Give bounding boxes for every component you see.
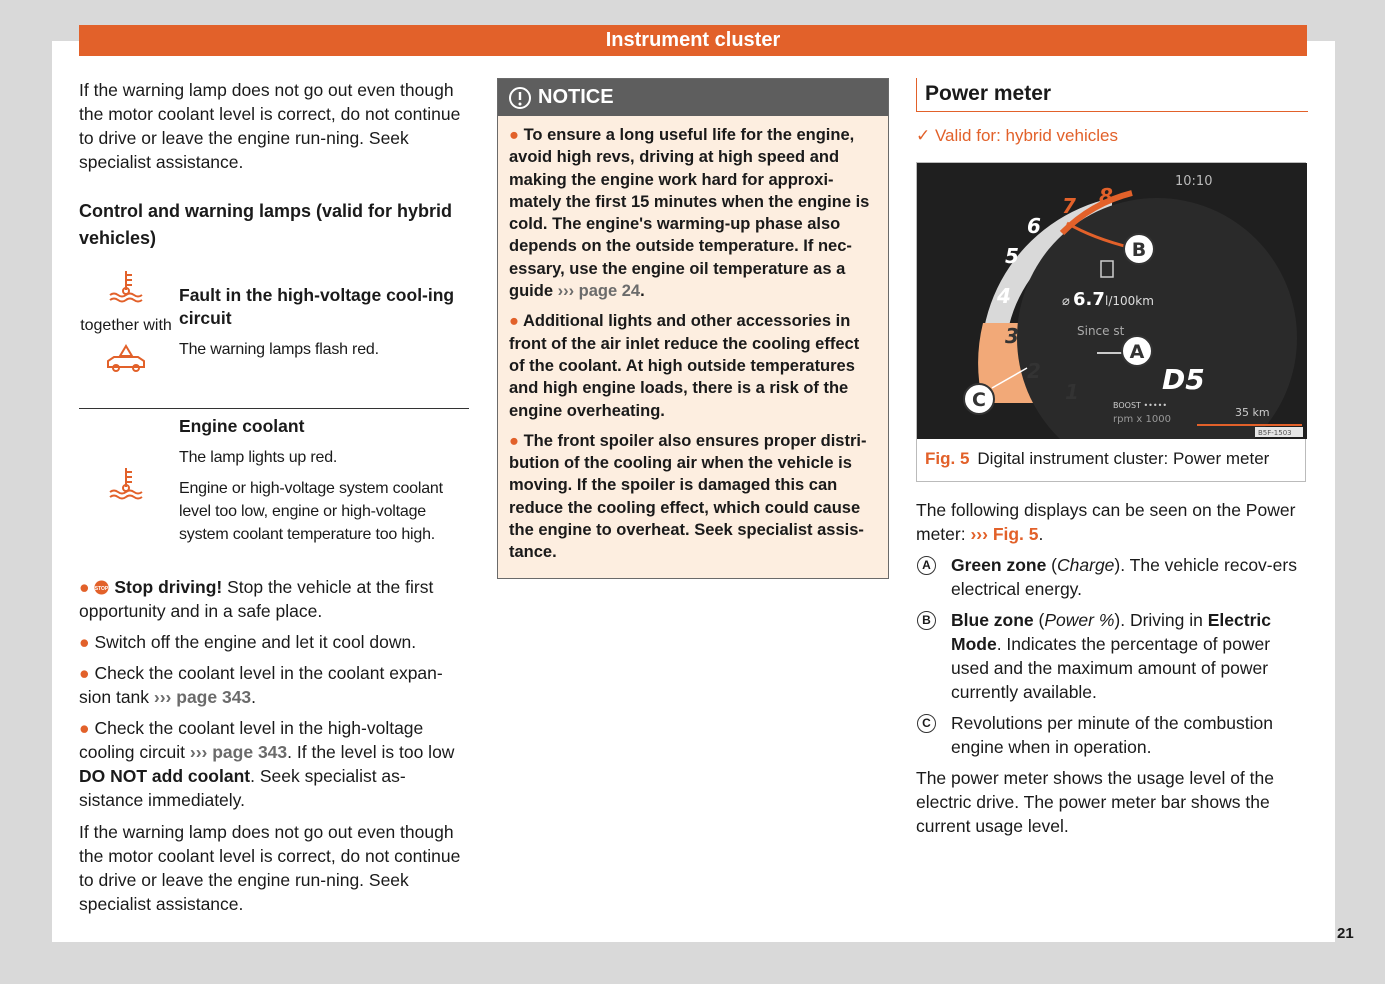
legend-item-a: A Green zone (Charge). The vehicle recov-ers electrical energy. [916, 553, 1308, 601]
svg-text:B: B [1131, 239, 1147, 261]
section-header: Instrument cluster [79, 25, 1307, 56]
together-with-label: together with [80, 317, 172, 334]
bullet-check-hv-circuit: ● Check the coolant level in the high-voltage cooling circuit ››› page 343. If the level is too low DO NOT add coolant. Seek specialist as-sistance immediately. [79, 718, 455, 810]
gauge-number: 3 [1005, 324, 1019, 348]
warning-title-cooling-circuit: Fault in the high-voltage cool-ing circuit [179, 285, 455, 328]
gauge-number: 2 [1027, 359, 1041, 383]
bullet-switch-off: ● Switch off the engine and let it cool down. [79, 632, 417, 652]
svg-text:A: A [1129, 341, 1145, 363]
column-left [79, 78, 469, 940]
coolant-temperature-icon [106, 465, 146, 501]
lamps-heading: Control and warning lamps (valid for hybrid vehicles) [79, 201, 453, 248]
outro-paragraph: If the warning lamp does not go out even though the motor coolant level is correct, do not continue to drive or leave the engine run-ning. Seek specialist assistance. [79, 822, 461, 914]
svg-text:⌀: ⌀ [1062, 294, 1070, 309]
bullet-stop-driving: ● STOP Stop driving! Stop the vehicle at the first opportunity and in a safe place. [79, 577, 434, 621]
drive-mode: D5 [1162, 363, 1205, 396]
warning-row-cooling-circuit [79, 266, 469, 409]
power-meter-intro: The following displays can be seen on the Power meter: ››› Fig. 5. [916, 500, 1296, 544]
exclamation-icon [508, 86, 532, 110]
gauge-number: 6 [1027, 214, 1041, 238]
warning-lamp-table [79, 266, 469, 561]
power-meter-outro: The power meter shows the usage level of the electric drive. The power meter bar shows the current usage level. [916, 768, 1274, 836]
callout-b [1124, 234, 1154, 264]
page-link[interactable]: ››› page 24 [557, 282, 641, 301]
stop-icon [94, 580, 109, 595]
bullet-check-tank: ● Check the coolant level in the coolant expan-sion tank ››› page 343. [79, 663, 443, 707]
instrument-cluster-image [917, 163, 1307, 439]
page-number: 21 [1337, 925, 1354, 942]
notice-title: NOTICE [538, 86, 614, 108]
warning-desc-coolant-level: Engine or high-voltage system coolant level too low, engine or high-voltage system coolant temperature too high. [179, 480, 443, 543]
notice-item-spoiler: ● The front spoiler also ensures proper distri-bution of the cooling air when the vehicle is moving. If the spoiler is damaged this can reduce the cooling effect, which could cause the engine to overheat. Seek specialist assis-tance. [509, 431, 867, 562]
figure-caption: Digital instrument cluster: Power meter [977, 449, 1270, 468]
page-link[interactable]: ››› page 343 [189, 742, 288, 762]
range-value: 35 km [1235, 406, 1270, 419]
svg-text:STOP: STOP [95, 586, 109, 592]
notice-box [497, 78, 889, 579]
gauge-number: 7 [1062, 194, 1076, 218]
warning-row-engine-coolant [79, 409, 469, 561]
figure-number: Fig. 5 [925, 449, 970, 468]
column-middle [497, 78, 889, 579]
page-link[interactable]: ››› page 343 [153, 687, 252, 707]
power-meter-title: Power meter [916, 78, 1308, 112]
vehicle-warning-icon [102, 343, 150, 375]
notice-item-engine-life: ● To ensure a long useful life for the engine, avoid high revs, driving at high speed and making the engine work hard for approxi-mately the first 15 minutes when the engine is cold. The engine's warming-up phase also depends on the outside temperature. If nec-essary, use the engine oil temperature as a guide ››› page 24. [509, 126, 870, 301]
notice-item-accessories: ● Additional lights and other accessories in front of the air inlet reduce the cooling effect of the coolant. At high outside temperatures and high engine loads, there is a risk of the engine overheating. [509, 312, 860, 420]
intro-paragraph: If the warning lamp does not go out even though the motor coolant level is correct, do not continue to drive or leave the engine run-ning. Seek specialist assistance. [79, 80, 461, 172]
validity-note: ✓ Valid for: hybrid vehicles [916, 126, 1118, 145]
boost-label: BOOST ••••• [1113, 401, 1168, 410]
warning-desc-lamp: The lamp lights up red. [179, 449, 338, 466]
warning-desc-cooling-circuit: The warning lamps flash red. [179, 341, 379, 358]
legend-item-b: B Blue zone (Power %). Driving in Electric Mode. Indicates the percentage of power used and the maximum amount of power currently available. [916, 608, 1308, 704]
gauge-number: 1 [1065, 380, 1079, 404]
rpm-label: rpm x 1000 [1113, 414, 1171, 425]
figure-link[interactable]: ››› Fig. 5 [970, 524, 1039, 544]
svg-text:C: C [972, 389, 986, 411]
clock-time: 10:10 [1175, 174, 1213, 189]
gauge-number: 5 [1005, 244, 1019, 268]
gauge-number: 4 [997, 284, 1011, 308]
figure-5 [916, 162, 1306, 482]
coolant-temperature-icon [106, 268, 146, 304]
consumption-value: 6.7 [1073, 289, 1105, 310]
gauge-number: 8 [1099, 184, 1113, 208]
consumption-unit: l/100km [1105, 294, 1154, 308]
warning-title-engine-coolant: Engine coolant [179, 416, 305, 436]
column-right [916, 78, 1308, 862]
legend-item-c: C Revolutions per minute of the combustion engine when in operation. [916, 711, 1308, 759]
since-label: Since st [1077, 324, 1125, 338]
figure-code: B5F-1503 [1258, 429, 1292, 437]
